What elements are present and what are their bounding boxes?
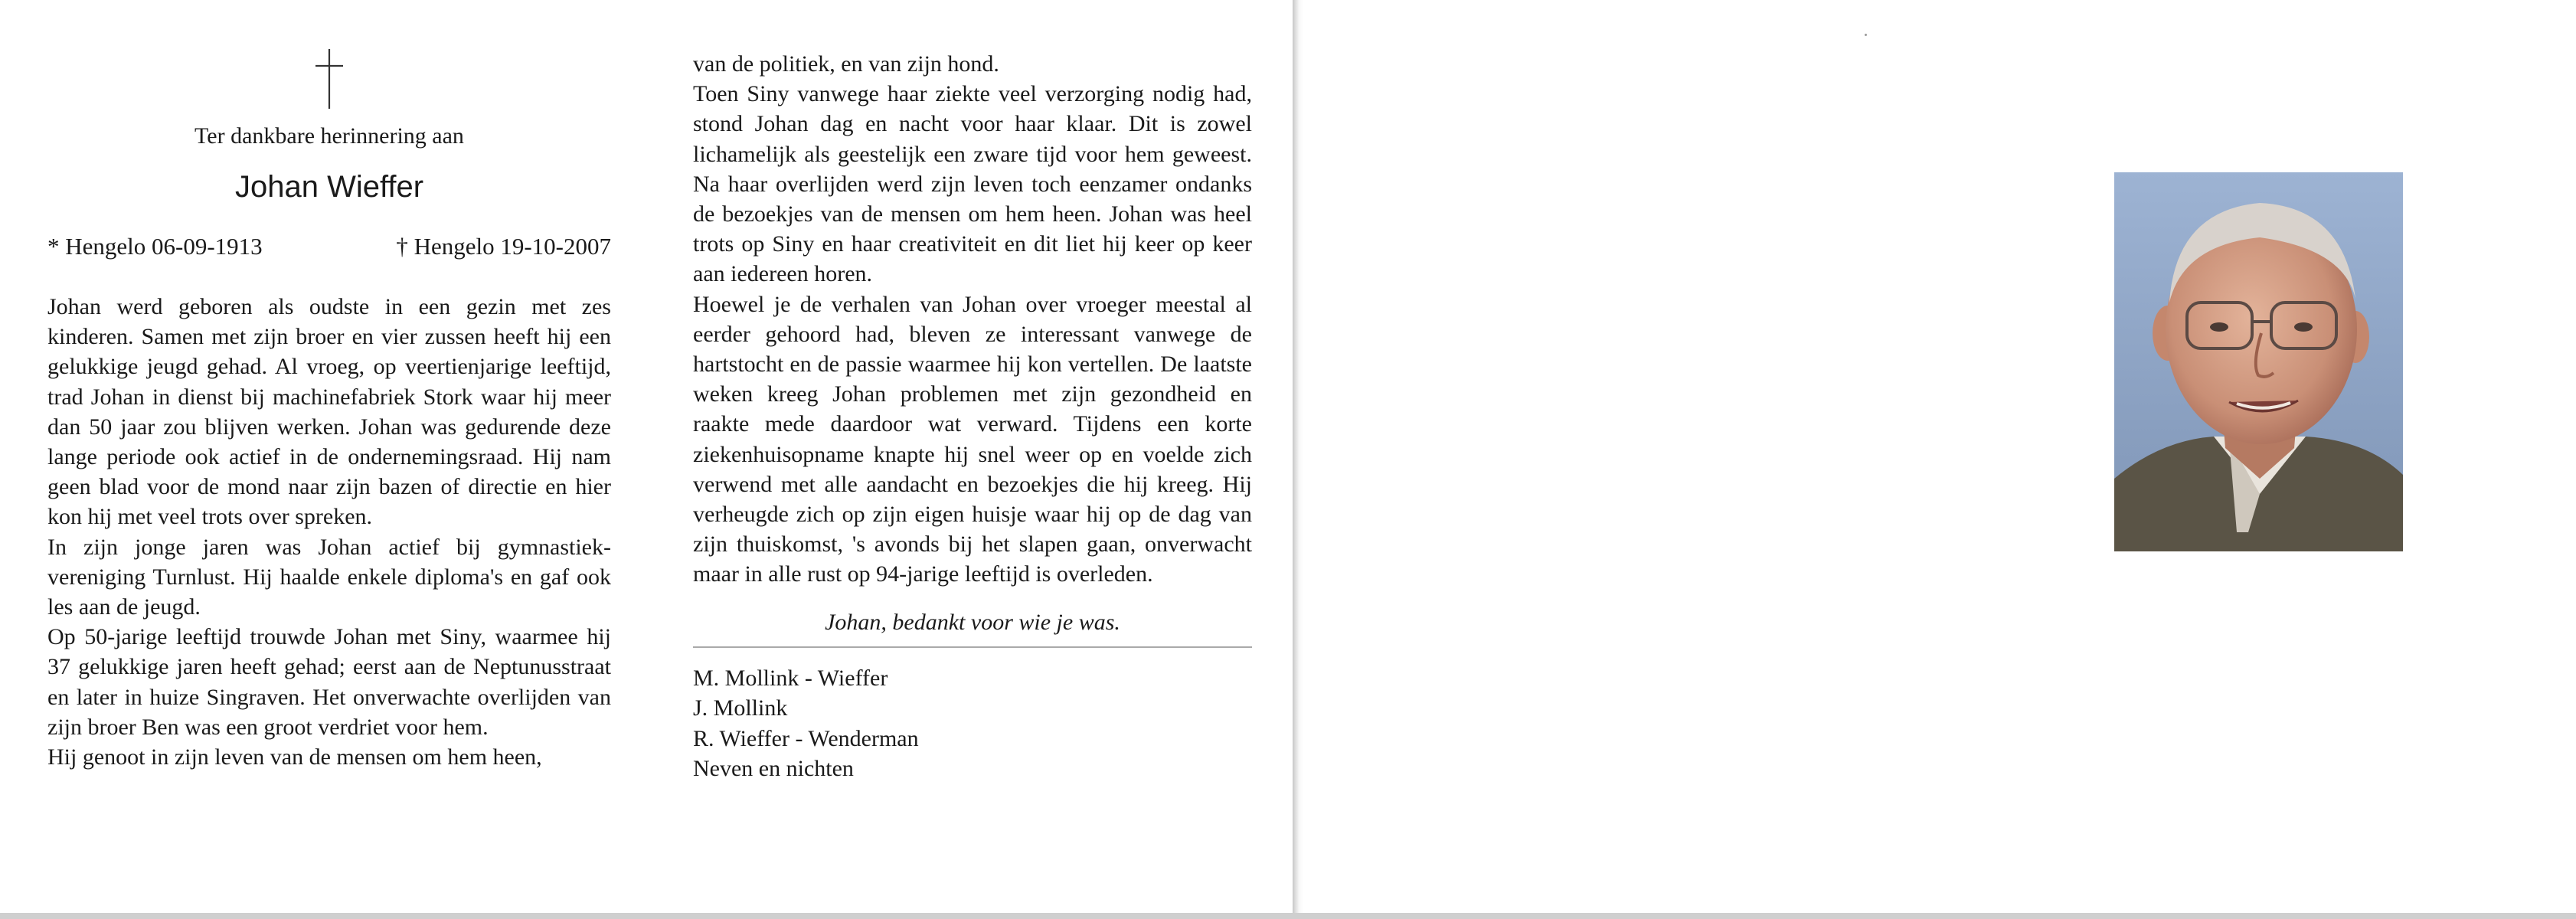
life-dates xyxy=(47,232,611,261)
family-member: R. Wieffer - Wenderman xyxy=(693,725,919,751)
biography-paragraph: Op 50-jarige leeftijd trouwde Johan met Siny, waarmee hij 37 gelukkige jaren heeft gehad; eerst aan de Neptunusstraat en later in huize Singraven. Het onverwachte overlijden van zijn broer Ben was een groot verdriet voor hem. xyxy=(47,624,611,740)
portrait-photo xyxy=(2114,172,2403,551)
left-inner-panel xyxy=(0,0,1296,913)
family-member: M. Mollink - Wieffer xyxy=(693,665,888,691)
death-date: † Hengelo 19-10-2007 xyxy=(396,233,611,260)
left-column xyxy=(47,46,611,772)
biography-paragraph: In zijn jonge jaren was Johan actief bij gymnastiek-vereniging Turnlust. Hij haalde enkele diploma's en gaf ook les aan de jeugd. xyxy=(47,534,611,620)
card-fold xyxy=(1293,0,1303,913)
intro-text: Ter dankbare herinnering aan xyxy=(195,123,464,149)
biography-paragraph: Toen Siny vanwege haar ziekte veel verzorging nodig had, stond Johan dag en nacht voor haar klaar. Dit is zowel lichamelijk als geestelijk een zware tijd voor hem geweest. Na haar overlijden werd zijn leven toch eenzamer ondanks de bezoekjes van de mensen om hem heen. Johan was heel trots op Siny en haar creativiteit en dit liet hij keer op keer aan iedereen horen. xyxy=(693,81,1252,287)
closing-thanks: Johan, bedankt voor wie je was. xyxy=(693,608,1252,648)
family-member: J. Mollink xyxy=(693,695,788,721)
paper-speck xyxy=(1865,34,1867,36)
latin-cross-icon xyxy=(47,46,611,115)
card-bottom-edge xyxy=(0,913,2576,919)
family-list xyxy=(693,663,1252,784)
biography-paragraph: Hoewel je de verhalen van Johan over vroeger meestal al eerder gehoord had, bleven ze interessant vanwege de hartstocht en de passie waarmee hij kon vertellen. De laatste weken kreeg Johan problemen met zijn gezondheid en raakte mede daardoor wat verward. Tijdens een korte ziekenhuisopname knapte hij snel weer op en voelde zich verwend met alle aandacht en bezoekjes die hij kreeg. Hij verheugde zich op zijn eigen huisje waar hij op de dag van zijn thuiskomst, 's avonds bij het slapen gaan, onverwacht maar in alle rust op 94-jarige leeftijd is overleden. xyxy=(693,291,1252,587)
biography-paragraph: Hij genoot in zijn leven van de mensen om hem heen, xyxy=(47,744,542,770)
biography-paragraph: van de politiek, en van zijn hond. xyxy=(693,51,999,77)
right-column xyxy=(693,49,1252,784)
family-member: Neven en nichten xyxy=(693,756,854,782)
biography-paragraph: Johan werd geboren als oudste in een gezin met zes kinderen. Samen met zijn broer en vier zussen heeft hij een gelukkige jeugd gehad. Al vroeg, op veertienjarige leeftijd, trad Johan in dienst bij machinefabriek Stork waar hij meer dan 50 jaar zou blijven werken. Johan was gedurende deze lange periode ook actief in de ondernemingsraad. Hij nam geen blad voor de mond naar zijn bazen of directie en hier kon hij met veel trots over spreken. xyxy=(47,294,611,530)
deceased-name: Johan Wieffer xyxy=(234,170,424,204)
birth-date: * Hengelo 06-09-1913 xyxy=(47,233,263,260)
